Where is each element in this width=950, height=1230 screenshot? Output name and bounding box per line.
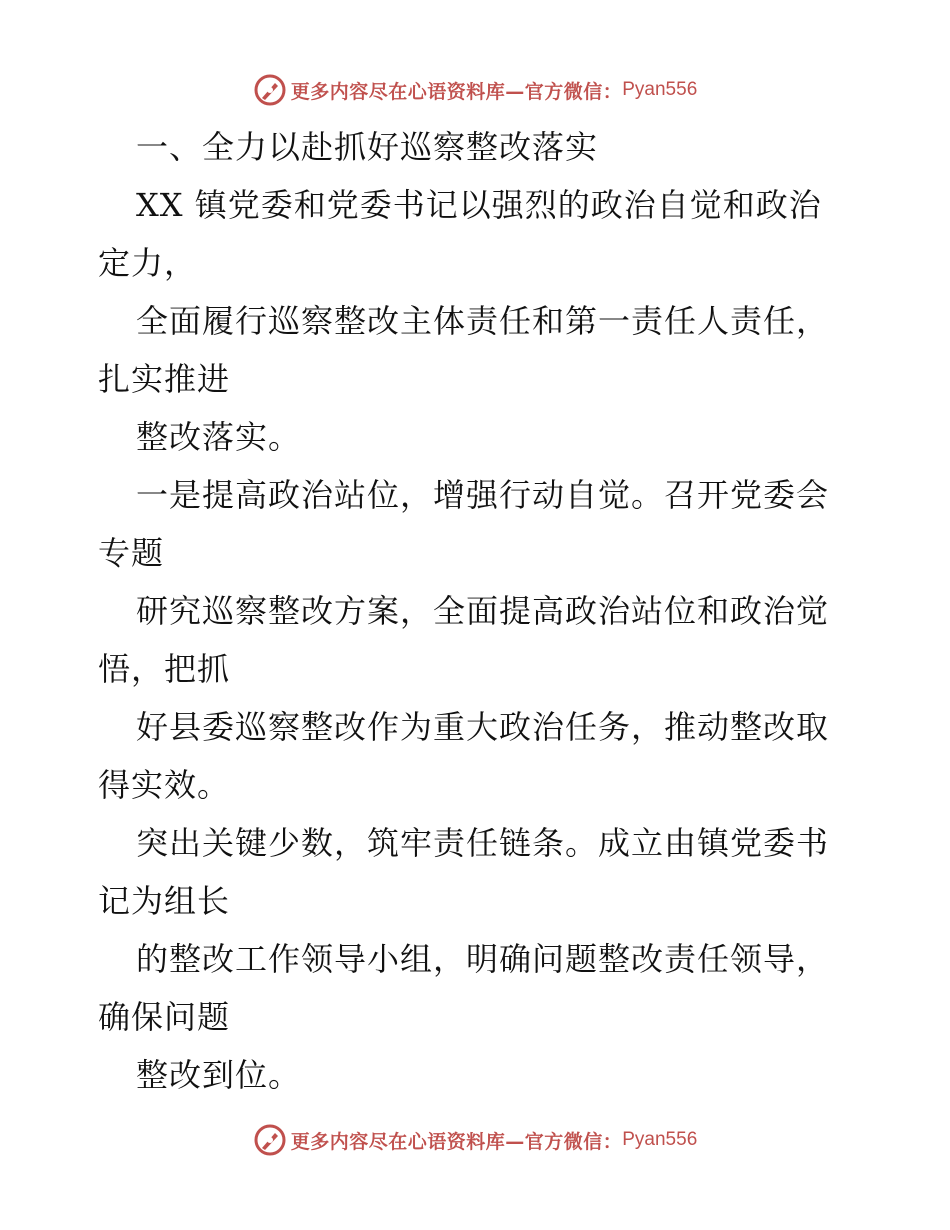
text-line: XX 镇党委和党委书记以强烈的政治自觉和政治 xyxy=(136,186,822,224)
text-line: 定力， xyxy=(98,244,198,282)
text-line: 整改落实。 xyxy=(136,418,302,456)
footer-banner xyxy=(0,1120,950,1160)
text-line: 突出关键少数，筑牢责任链条。成立由镇党委书 xyxy=(136,824,830,862)
banner-text: 更多内容尽在心语资料库—官方微信： xyxy=(290,1130,623,1153)
text-line: 好县委巡察整改作为重大政治任务，推动整改取 xyxy=(136,708,830,746)
document-body xyxy=(98,118,858,1104)
pen-logo-icon xyxy=(253,73,287,107)
text-line: 悟，把抓 xyxy=(98,650,231,688)
text-line: 得实效。 xyxy=(98,766,231,804)
text-line: 的整改工作领导小组，明确问题整改责任领导， xyxy=(136,940,830,978)
section-heading: 一、全力以赴抓好巡察整改落实 xyxy=(136,128,599,166)
banner-text: 更多内容尽在心语资料库—官方微信： xyxy=(290,80,623,103)
text-line: 整改到位。 xyxy=(136,1056,302,1094)
text-line: 一是提高政治站位，增强行动自觉。召开党委会 xyxy=(136,476,830,514)
banner-wechat-id: Pyan556 xyxy=(622,1129,698,1150)
text-line: 确保问题 xyxy=(98,998,231,1036)
text-line: 研究巡察整改方案，全面提高政治站位和政治觉 xyxy=(136,592,830,630)
text-line: 记为组长 xyxy=(98,882,231,920)
text-line: 扎实推进 xyxy=(98,360,231,398)
text-line: 专题 xyxy=(98,534,165,572)
header-banner xyxy=(0,70,950,110)
text-line: 全面履行巡察整改主体责任和第一责任人责任， xyxy=(136,302,830,340)
pen-logo-icon xyxy=(253,1123,287,1157)
banner-wechat-id: Pyan556 xyxy=(622,79,698,100)
